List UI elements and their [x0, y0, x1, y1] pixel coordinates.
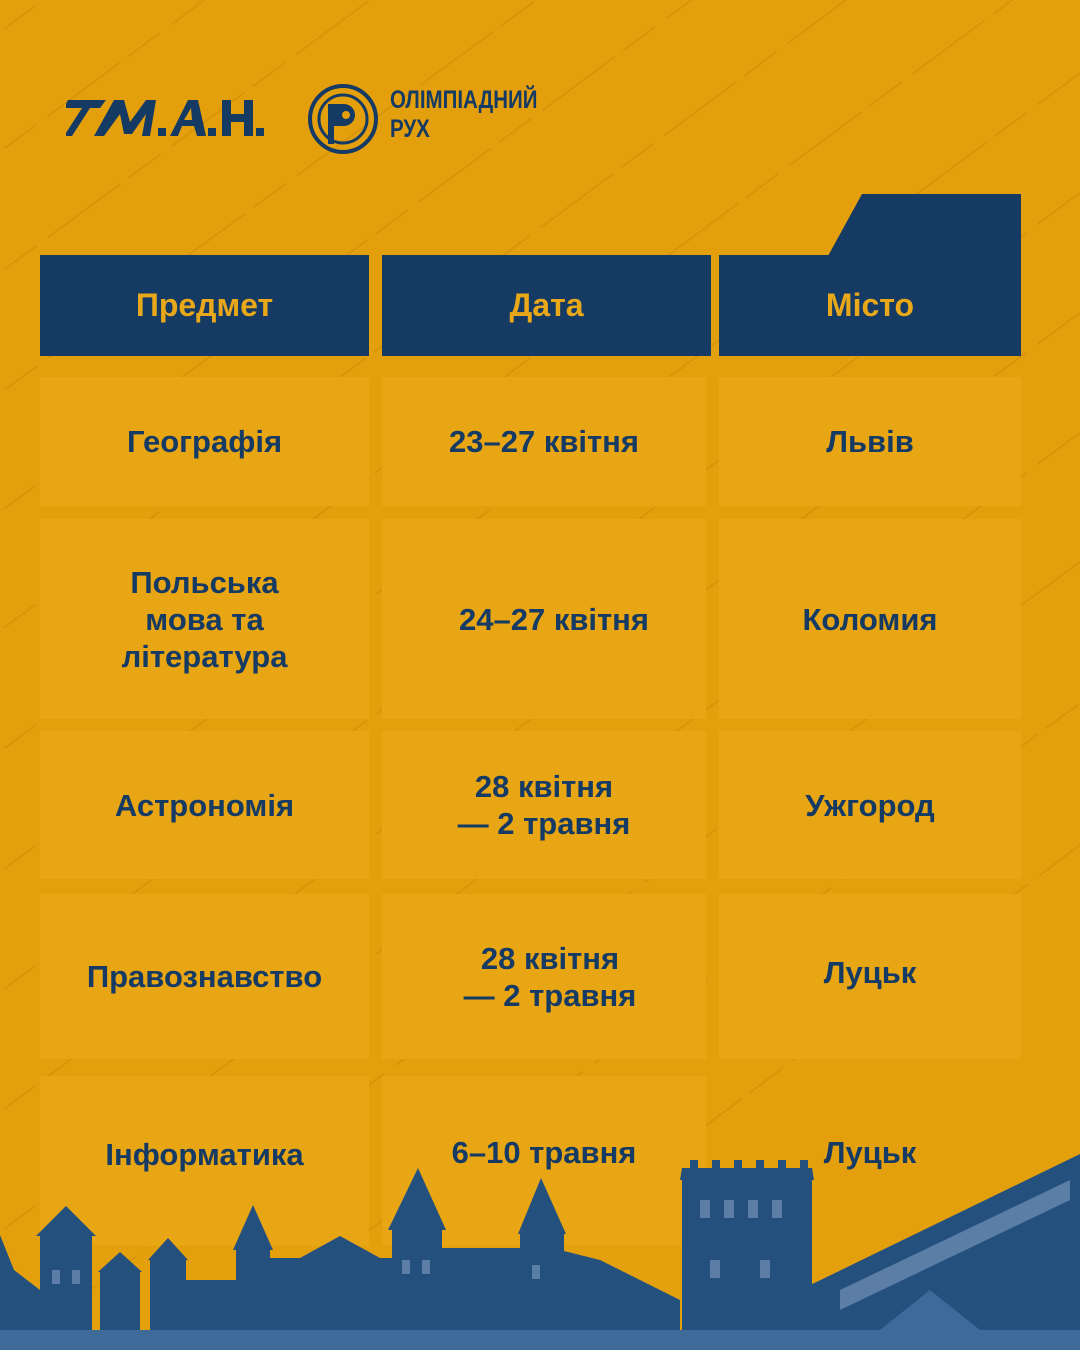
row-2-subject: Польська мова та література [40, 519, 369, 719]
olympiad-movement-wordmark [390, 86, 537, 144]
row-4-date: 28 квітня — 2 травня [382, 894, 706, 1059]
row-2-date: 24–27 квітня [382, 519, 706, 719]
olympiad-movement-icon [306, 82, 380, 156]
column-header-subject: Предмет [40, 255, 369, 356]
row-5-city: Луцьк [823, 1135, 917, 1170]
castle-skyline-illustration [0, 1140, 1080, 1350]
row-2-city: Коломия [719, 519, 1021, 719]
city-header-tab [828, 194, 1021, 256]
olymp-line-2: РУХ [390, 115, 430, 143]
row-3-subject: Астрономія [40, 731, 369, 879]
column-header-date: Дата [382, 255, 711, 356]
row-4-city: Луцьк [719, 894, 1021, 1059]
row-4-subject: Правознавство [40, 894, 369, 1059]
row-5-date: 6–10 травня [382, 1076, 706, 1246]
row-5-subject: Інформатика [40, 1076, 369, 1246]
row-1-city: Львів [719, 377, 1021, 506]
column-header-city: Місто [719, 255, 1021, 356]
row-1-subject: Географія [40, 377, 369, 506]
man-logo [66, 92, 266, 140]
row-1-date: 23–27 квітня [382, 377, 706, 506]
row-3-date: 28 квітня — 2 травня [382, 731, 706, 879]
row-3-city: Ужгород [719, 731, 1021, 879]
olymp-line-1: ОЛІМПІАДНИЙ [390, 86, 538, 114]
